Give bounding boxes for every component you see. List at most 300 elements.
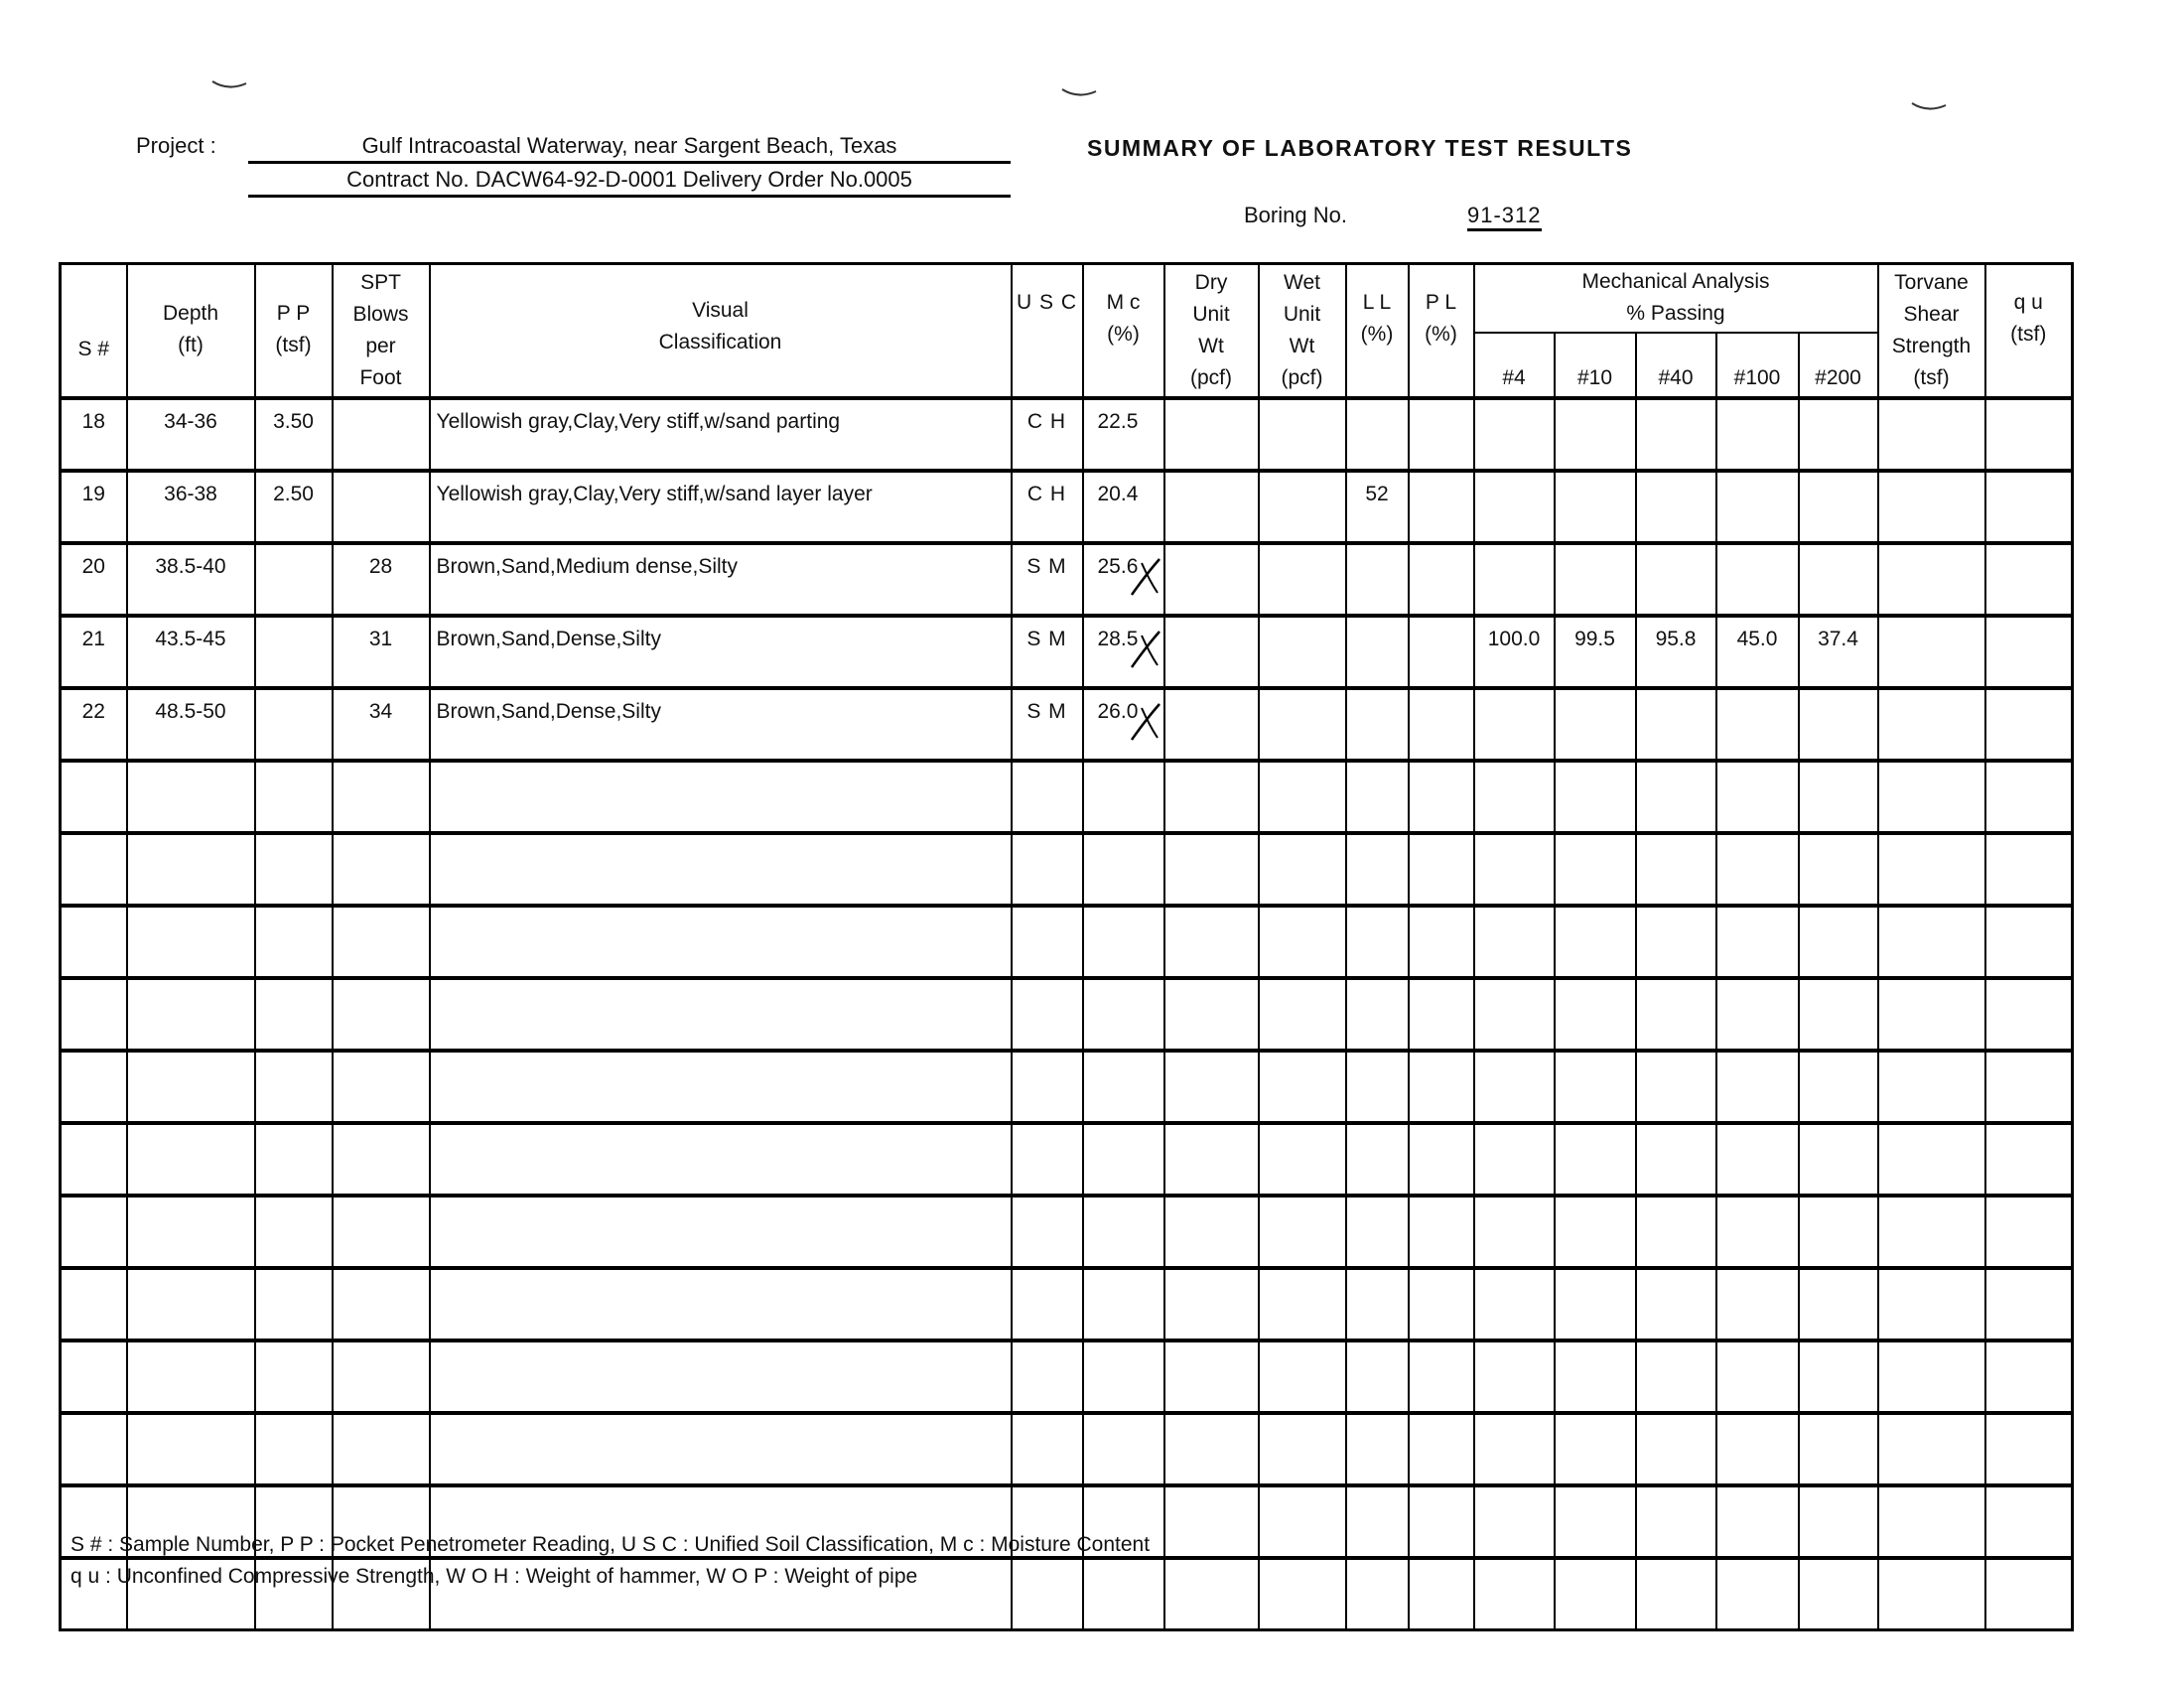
- empty-cell: [1799, 761, 1878, 833]
- empty-cell: [1012, 1123, 1083, 1196]
- cell-visual: Yellowish gray,Clay,Very stiff,w/sand parting: [430, 398, 1012, 471]
- empty-cell: [1985, 1413, 2073, 1485]
- empty-cell: [333, 978, 430, 1051]
- empty-cell: [1985, 761, 2073, 833]
- empty-cell: [127, 1413, 255, 1485]
- empty-cell: [1474, 1413, 1555, 1485]
- cell-sieve: [1636, 688, 1716, 761]
- cell-sieve: [1555, 688, 1636, 761]
- empty-cell: [1799, 1485, 1878, 1558]
- empty-cell: [255, 1340, 333, 1413]
- cell-pl: [1409, 688, 1474, 761]
- cell-depth: 36-38: [127, 471, 255, 543]
- header-text: Blows: [352, 303, 409, 326]
- table-row-empty: [61, 978, 2073, 1051]
- empty-cell: [1474, 978, 1555, 1051]
- empty-cell: [1474, 1268, 1555, 1340]
- empty-cell: [1474, 1340, 1555, 1413]
- empty-cell: [430, 1123, 1012, 1196]
- empty-cell: [255, 906, 333, 978]
- header-text: (%): [1425, 323, 1457, 346]
- table-row-empty: [61, 1268, 2073, 1340]
- empty-cell: [255, 1413, 333, 1485]
- col-sieve: #200: [1799, 333, 1878, 398]
- cell-dry: [1164, 616, 1259, 688]
- cell-torvane: [1878, 688, 1985, 761]
- empty-cell: [1878, 1051, 1985, 1123]
- empty-cell: [1555, 1196, 1636, 1268]
- empty-cell: [1409, 1268, 1474, 1340]
- empty-cell: [1636, 1485, 1716, 1558]
- empty-cell: [255, 833, 333, 906]
- empty-cell: [127, 1340, 255, 1413]
- empty-cell: [1083, 1196, 1164, 1268]
- header-text: (pcf): [1281, 366, 1323, 389]
- cell-depth: 43.5-45: [127, 616, 255, 688]
- header-text: q u: [2013, 291, 2043, 314]
- header-text: Unit: [1283, 303, 1321, 326]
- empty-cell: [1164, 1340, 1259, 1413]
- col-dry-unit-wt: [1164, 264, 1259, 399]
- empty-cell: [1716, 833, 1799, 906]
- empty-cell: [1716, 1413, 1799, 1485]
- table-row-empty: [61, 761, 2073, 833]
- cell-pp: [255, 688, 333, 761]
- empty-cell: [1878, 906, 1985, 978]
- empty-cell: [1636, 978, 1716, 1051]
- cell-sieve: [1799, 688, 1878, 761]
- project-label: Project :: [136, 133, 216, 158]
- cell-ll: [1346, 398, 1409, 471]
- header-text: per: [365, 335, 396, 357]
- empty-cell: [1636, 1123, 1716, 1196]
- empty-cell: [1346, 1268, 1409, 1340]
- empty-cell: [1555, 1051, 1636, 1123]
- cell-pl: [1409, 398, 1474, 471]
- empty-cell: [1985, 1196, 2073, 1268]
- empty-cell: [1555, 1558, 1636, 1630]
- empty-cell: [1083, 1558, 1164, 1630]
- cell-pp: [255, 616, 333, 688]
- empty-cell: [1083, 1051, 1164, 1123]
- cell-visual: Brown,Sand,Dense,Silty: [430, 688, 1012, 761]
- cell-mc: 26.0: [1083, 688, 1164, 761]
- cell-ll: 52: [1346, 471, 1409, 543]
- table-row-empty: [61, 1123, 2073, 1196]
- col-qu: [1985, 264, 2073, 399]
- project-name: Gulf Intracoastal Waterway, near Sargent Beach, Texas: [248, 133, 1011, 164]
- empty-cell: [1346, 1485, 1409, 1558]
- empty-cell: [1346, 978, 1409, 1051]
- document-title: SUMMARY OF LABORATORY TEST RESULTS: [1087, 135, 1633, 161]
- boring-number: 91-312: [1467, 203, 1542, 231]
- handwritten-check-icon: [1128, 626, 1163, 681]
- empty-cell: [1012, 1196, 1083, 1268]
- header-text: Visual: [692, 299, 749, 322]
- empty-cell: [1716, 1340, 1799, 1413]
- empty-cell: [127, 761, 255, 833]
- empty-cell: [1985, 1123, 2073, 1196]
- cell-depth: 48.5-50: [127, 688, 255, 761]
- cell-pl: [1409, 616, 1474, 688]
- cell-mc: 22.5: [1083, 398, 1164, 471]
- empty-cell: [430, 1196, 1012, 1268]
- cell-dry: [1164, 471, 1259, 543]
- empty-cell: [1259, 833, 1346, 906]
- cell-sieve: 45.0: [1716, 616, 1799, 688]
- handwritten-check-icon: [1128, 553, 1163, 609]
- cell-spt: 31: [333, 616, 430, 688]
- col-mc: [1083, 264, 1164, 399]
- empty-cell: [1636, 1413, 1716, 1485]
- empty-cell: [255, 761, 333, 833]
- cell-sieve: [1474, 688, 1555, 761]
- empty-cell: [1409, 1558, 1474, 1630]
- empty-cell: [1716, 1051, 1799, 1123]
- cell-spt: 28: [333, 543, 430, 616]
- cell-torvane: [1878, 616, 1985, 688]
- empty-cell: [127, 1051, 255, 1123]
- empty-cell: [1409, 1340, 1474, 1413]
- header-text: Wt: [1198, 335, 1224, 357]
- cell-qu: [1985, 398, 2073, 471]
- empty-cell: [61, 1051, 127, 1123]
- cell-sieve: 95.8: [1636, 616, 1716, 688]
- header-text: (tsf): [2010, 323, 2047, 346]
- empty-cell: [1636, 1340, 1716, 1413]
- empty-cell: [1474, 761, 1555, 833]
- empty-cell: [1164, 1268, 1259, 1340]
- empty-cell: [1259, 1558, 1346, 1630]
- empty-cell: [61, 906, 127, 978]
- empty-cell: [1346, 1123, 1409, 1196]
- empty-cell: [1012, 1051, 1083, 1123]
- header-text: P P: [276, 302, 311, 325]
- table-row: [61, 543, 2073, 616]
- empty-cell: [1164, 1051, 1259, 1123]
- punch-mark-icon: [210, 77, 250, 91]
- cell-dry: [1164, 398, 1259, 471]
- header-text: P L: [1425, 291, 1457, 314]
- empty-cell: [1346, 1413, 1409, 1485]
- header-text: (%): [1107, 323, 1140, 346]
- cell-visual: Yellowish gray,Clay,Very stiff,w/sand layer layer: [430, 471, 1012, 543]
- cell-sieve: [1555, 543, 1636, 616]
- empty-cell: [127, 906, 255, 978]
- empty-cell: [333, 1196, 430, 1268]
- cell-mc: 28.5: [1083, 616, 1164, 688]
- empty-cell: [333, 1413, 430, 1485]
- empty-cell: [1474, 1558, 1555, 1630]
- empty-cell: [1409, 1413, 1474, 1485]
- empty-cell: [333, 761, 430, 833]
- empty-cell: [1799, 1413, 1878, 1485]
- empty-cell: [1878, 1196, 1985, 1268]
- empty-cell: [1985, 833, 2073, 906]
- col-depth: [127, 264, 255, 399]
- empty-cell: [1555, 1413, 1636, 1485]
- cell-qu: [1985, 471, 2073, 543]
- table-row-empty: [61, 1413, 2073, 1485]
- header-text: Mechanical Analysis: [1581, 270, 1770, 293]
- empty-cell: [1985, 1268, 2073, 1340]
- empty-cell: [1259, 1413, 1346, 1485]
- empty-cell: [1985, 906, 2073, 978]
- cell-qu: [1985, 688, 2073, 761]
- empty-cell: [1985, 1340, 2073, 1413]
- empty-cell: [1259, 1485, 1346, 1558]
- cell-torvane: [1878, 398, 1985, 471]
- empty-cell: [127, 833, 255, 906]
- empty-cell: [1164, 1196, 1259, 1268]
- empty-cell: [1083, 906, 1164, 978]
- cell-pp: [255, 543, 333, 616]
- empty-cell: [255, 1051, 333, 1123]
- header-text: Wet: [1284, 271, 1320, 294]
- empty-cell: [61, 978, 127, 1051]
- col-visual-classification: [430, 264, 1012, 399]
- cell-usc: S M: [1012, 688, 1083, 761]
- empty-cell: [1636, 761, 1716, 833]
- empty-cell: [430, 1051, 1012, 1123]
- empty-cell: [1409, 833, 1474, 906]
- empty-cell: [1555, 1340, 1636, 1413]
- empty-cell: [1409, 1051, 1474, 1123]
- table-row-empty: [61, 906, 2073, 978]
- empty-cell: [1878, 1485, 1985, 1558]
- punch-mark-icon: [1060, 85, 1100, 99]
- empty-cell: [430, 833, 1012, 906]
- empty-cell: [1012, 833, 1083, 906]
- cell-wet: [1259, 543, 1346, 616]
- empty-cell: [1799, 1558, 1878, 1630]
- empty-cell: [1083, 1268, 1164, 1340]
- legend-line-1: S # : Sample Number, P P : Pocket Penetrometer Reading, U S C : Unified Soil Classification, M c : Moisture Content: [70, 1533, 1151, 1556]
- empty-cell: [1716, 1485, 1799, 1558]
- header-text: Strength: [1891, 335, 1972, 357]
- cell-usc: S M: [1012, 616, 1083, 688]
- table-row-empty: [61, 833, 2073, 906]
- cell-pp: 3.50: [255, 398, 333, 471]
- cell-visual: Brown,Sand,Medium dense,Silty: [430, 543, 1012, 616]
- empty-cell: [1474, 1196, 1555, 1268]
- empty-cell: [1259, 1340, 1346, 1413]
- table-row-empty: [61, 1340, 2073, 1413]
- empty-cell: [430, 1413, 1012, 1485]
- punch-mark-icon: [1910, 99, 1950, 113]
- empty-cell: [1555, 906, 1636, 978]
- empty-cell: [1985, 978, 2073, 1051]
- empty-cell: [1164, 978, 1259, 1051]
- empty-cell: [1346, 761, 1409, 833]
- cell-sieve: [1636, 471, 1716, 543]
- col-spt: [333, 264, 430, 399]
- empty-cell: [1878, 978, 1985, 1051]
- cell-s: 20: [61, 543, 127, 616]
- empty-cell: [1555, 978, 1636, 1051]
- empty-cell: [1716, 1196, 1799, 1268]
- cell-dry: [1164, 543, 1259, 616]
- col-sieve: #10: [1555, 333, 1636, 398]
- table-row-empty: [61, 1051, 2073, 1123]
- header-text: Shear: [1903, 303, 1960, 326]
- empty-cell: [1636, 906, 1716, 978]
- empty-cell: [1346, 1051, 1409, 1123]
- cell-sieve: [1716, 688, 1799, 761]
- empty-cell: [333, 1268, 430, 1340]
- empty-cell: [1474, 1485, 1555, 1558]
- empty-cell: [1164, 1123, 1259, 1196]
- col-pl: [1409, 264, 1474, 399]
- header-text: Depth: [162, 302, 219, 325]
- empty-cell: [1555, 1123, 1636, 1196]
- empty-cell: [1346, 906, 1409, 978]
- cell-wet: [1259, 688, 1346, 761]
- empty-cell: [1636, 833, 1716, 906]
- empty-cell: [1259, 978, 1346, 1051]
- empty-cell: [1259, 906, 1346, 978]
- empty-cell: [1346, 1558, 1409, 1630]
- cell-spt: [333, 398, 430, 471]
- empty-cell: [1164, 761, 1259, 833]
- empty-cell: [333, 1051, 430, 1123]
- cell-sieve: [1636, 398, 1716, 471]
- empty-cell: [127, 1196, 255, 1268]
- empty-cell: [1636, 1268, 1716, 1340]
- cell-wet: [1259, 471, 1346, 543]
- cell-wet: [1259, 616, 1346, 688]
- cell-ll: [1346, 616, 1409, 688]
- cell-sieve: [1716, 398, 1799, 471]
- cell-sieve: [1636, 543, 1716, 616]
- empty-cell: [1878, 833, 1985, 906]
- header-text: S #: [77, 338, 110, 360]
- empty-cell: [1164, 1558, 1259, 1630]
- empty-cell: [61, 1413, 127, 1485]
- cell-sieve: [1799, 543, 1878, 616]
- empty-cell: [1716, 906, 1799, 978]
- cell-sieve: [1799, 398, 1878, 471]
- cell-visual: Brown,Sand,Dense,Silty: [430, 616, 1012, 688]
- header-text: M c: [1106, 291, 1141, 314]
- cell-mc: 25.6: [1083, 543, 1164, 616]
- empty-cell: [1012, 1558, 1083, 1630]
- cell-sieve: [1474, 471, 1555, 543]
- cell-s: 19: [61, 471, 127, 543]
- header-text: (tsf): [1913, 366, 1950, 389]
- empty-cell: [1012, 1268, 1083, 1340]
- empty-cell: [1012, 1413, 1083, 1485]
- empty-cell: [1878, 1123, 1985, 1196]
- empty-cell: [1083, 1413, 1164, 1485]
- empty-cell: [1799, 906, 1878, 978]
- col-mechanical-analysis: [1474, 264, 1878, 334]
- header-text: Wt: [1289, 335, 1315, 357]
- empty-cell: [333, 1123, 430, 1196]
- col-sieve: #40: [1636, 333, 1716, 398]
- empty-cell: [1716, 1558, 1799, 1630]
- empty-cell: [255, 978, 333, 1051]
- empty-cell: [430, 906, 1012, 978]
- header-text: Dry: [1194, 271, 1228, 294]
- empty-cell: [1164, 833, 1259, 906]
- empty-cell: [1259, 1268, 1346, 1340]
- cell-ll: [1346, 543, 1409, 616]
- boring-label: Boring No.: [1244, 203, 1347, 227]
- empty-cell: [1878, 761, 1985, 833]
- empty-cell: [1409, 1123, 1474, 1196]
- cell-mc: 20.4: [1083, 471, 1164, 543]
- empty-cell: [1409, 978, 1474, 1051]
- empty-cell: [1474, 1123, 1555, 1196]
- empty-cell: [1164, 906, 1259, 978]
- empty-cell: [1636, 1558, 1716, 1630]
- empty-cell: [1716, 761, 1799, 833]
- cell-pl: [1409, 543, 1474, 616]
- empty-cell: [61, 1340, 127, 1413]
- empty-cell: [1259, 1051, 1346, 1123]
- empty-cell: [1083, 1340, 1164, 1413]
- cell-sieve: [1799, 471, 1878, 543]
- cell-usc: C H: [1012, 398, 1083, 471]
- legend-line-2: q u : Unconfined Compressive Strength, W O H : Weight of hammer, W O P : Weight of pipe: [70, 1565, 918, 1588]
- empty-cell: [127, 1123, 255, 1196]
- empty-cell: [127, 1268, 255, 1340]
- header-text: Torvane: [1894, 271, 1969, 294]
- empty-cell: [1985, 1051, 2073, 1123]
- empty-cell: [61, 761, 127, 833]
- table-row-empty: [61, 1196, 2073, 1268]
- empty-cell: [1083, 1123, 1164, 1196]
- empty-cell: [1259, 761, 1346, 833]
- cell-sieve: 100.0: [1474, 616, 1555, 688]
- cell-sieve: [1474, 543, 1555, 616]
- empty-cell: [1636, 1051, 1716, 1123]
- contract-number: Contract No. DACW64-92-D-0001 Delivery Order No.0005: [248, 167, 1011, 198]
- empty-cell: [1799, 1340, 1878, 1413]
- cell-sieve: 37.4: [1799, 616, 1878, 688]
- empty-cell: [1164, 1413, 1259, 1485]
- empty-cell: [255, 1123, 333, 1196]
- cell-sieve: [1716, 543, 1799, 616]
- empty-cell: [1259, 1196, 1346, 1268]
- empty-cell: [1716, 1268, 1799, 1340]
- cell-sieve: 99.5: [1555, 616, 1636, 688]
- header-text: Classification: [658, 331, 782, 353]
- empty-cell: [255, 1268, 333, 1340]
- header-text: % Passing: [1626, 302, 1725, 325]
- empty-cell: [61, 1268, 127, 1340]
- empty-cell: [333, 906, 430, 978]
- empty-cell: [1636, 1196, 1716, 1268]
- cell-sieve: [1555, 471, 1636, 543]
- col-sieve: #4: [1474, 333, 1555, 398]
- empty-cell: [1083, 761, 1164, 833]
- empty-cell: [1409, 1485, 1474, 1558]
- empty-cell: [127, 978, 255, 1051]
- empty-cell: [1716, 1123, 1799, 1196]
- cell-torvane: [1878, 543, 1985, 616]
- empty-cell: [1799, 1123, 1878, 1196]
- cell-spt: 34: [333, 688, 430, 761]
- empty-cell: [1409, 1196, 1474, 1268]
- empty-cell: [1012, 761, 1083, 833]
- col-ll: [1346, 264, 1409, 399]
- empty-cell: [1083, 978, 1164, 1051]
- cell-pp: 2.50: [255, 471, 333, 543]
- empty-cell: [430, 1340, 1012, 1413]
- cell-s: 21: [61, 616, 127, 688]
